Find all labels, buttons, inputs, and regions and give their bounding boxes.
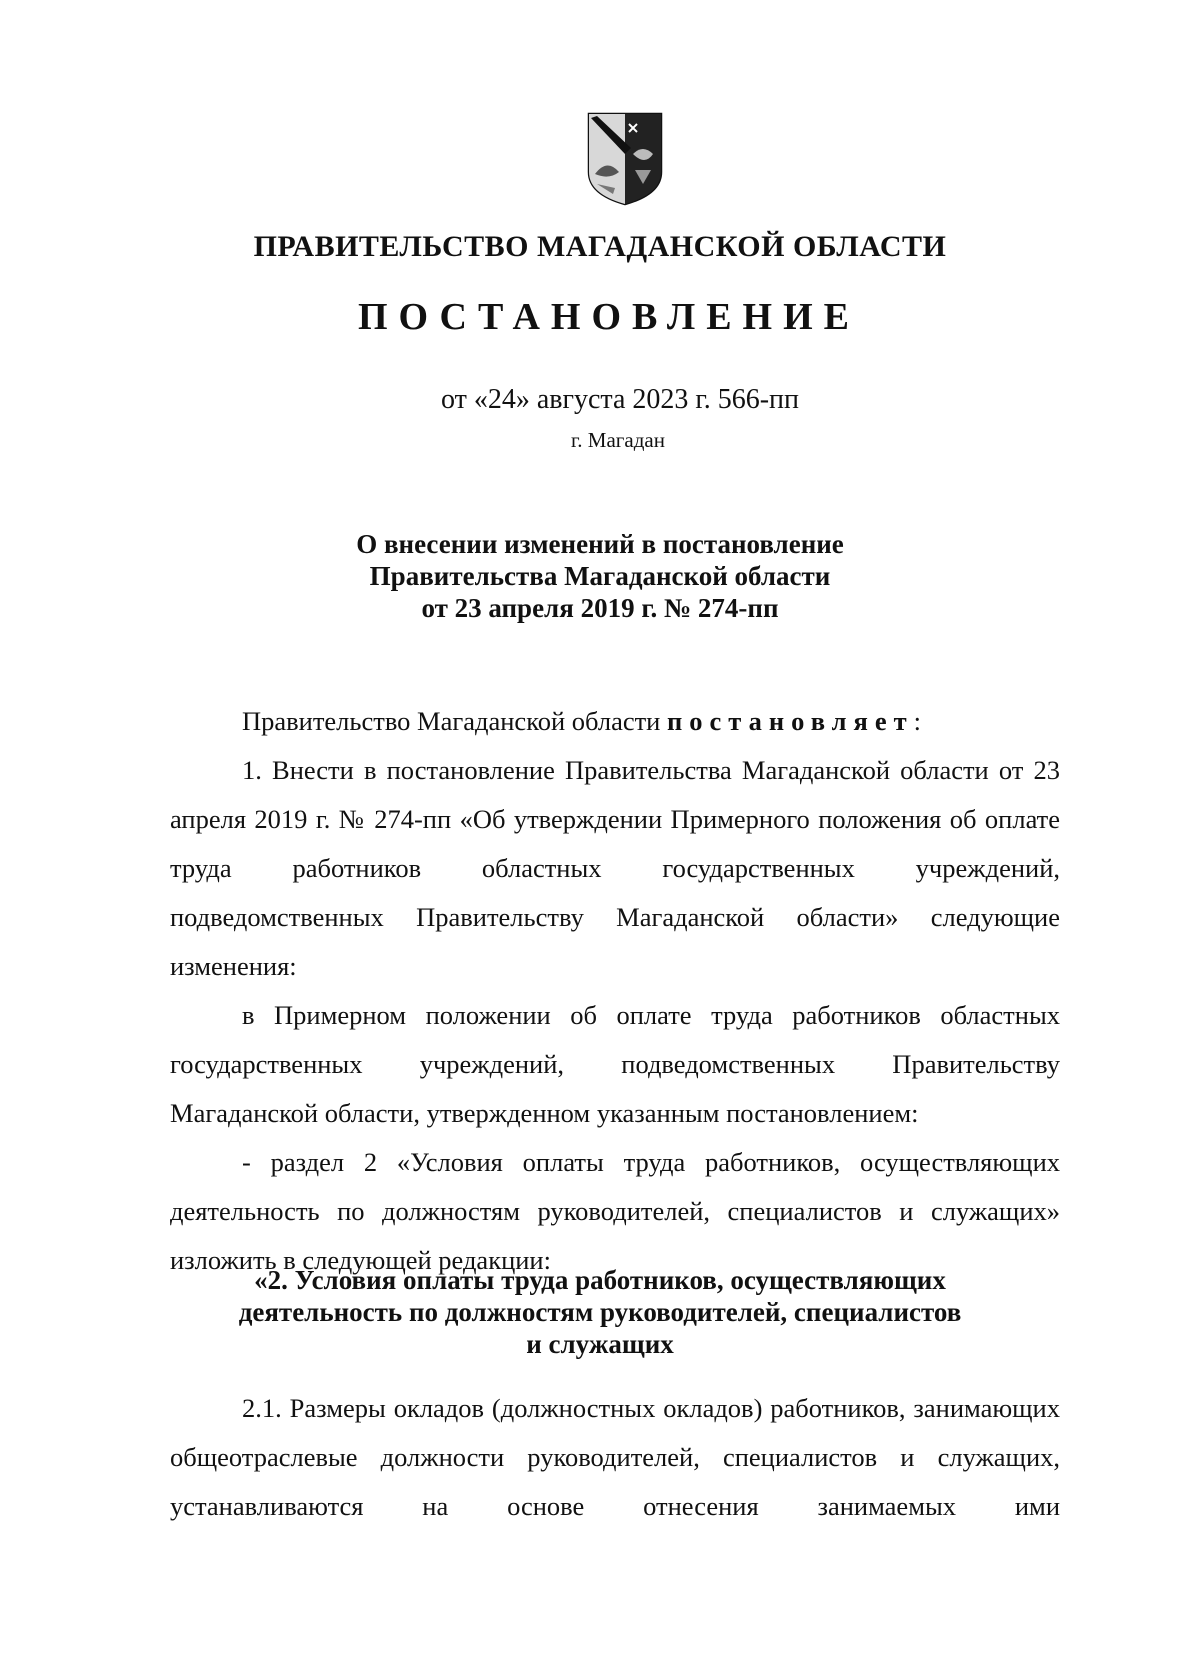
paragraph-2: в Примерном положении об оплате труда работников областных государственных учреждений, подведомственных Правительству Магаданской области, утвержденном указанным постановлением: bbox=[170, 1000, 1060, 1128]
section-heading-line: деятельность по должностям руководителей, специалистов bbox=[238, 1297, 962, 1327]
document-type: ПОСТАНОВЛЕНИЕ bbox=[357, 296, 861, 338]
preamble bbox=[170, 697, 1060, 746]
paragraph-2-1: 2.1. Размеры окладов (должностных окладов) работников, занимающих общеотраслевые должности руководителей, специалистов и служащих, устанавливаются на основе отнесения занимаемых ими bbox=[170, 1393, 1060, 1521]
preamble-text: Правительство Магаданской области bbox=[242, 706, 667, 736]
subject-line: Правительства Магаданской области bbox=[369, 561, 831, 591]
subject-line: от 23 апреля 2019 г. № 274-пп bbox=[421, 593, 779, 623]
government-title: ПРАВИТЕЛЬСТВО МАГАДАНСКОЙ ОБЛАСТИ bbox=[253, 230, 947, 263]
document-city: г. Магадан bbox=[571, 428, 665, 452]
preamble-verb: постановляет bbox=[666, 706, 914, 736]
section-body bbox=[170, 1384, 1060, 1531]
paragraph-1: 1. Внести в постановление Правительства Магаданской области от 23 апреля 2019 г. № 274-пп «Об утверждении Примерного положения об оплате труда работников областных государственных учреждений, подведомственных Правительству Магаданской области» следующие изменения: bbox=[170, 755, 1060, 981]
section-heading-line: и служащих bbox=[526, 1329, 674, 1359]
document-dateline: от «24» августа 2023 г. 566-пп bbox=[440, 384, 800, 415]
section-heading bbox=[0, 1264, 1200, 1360]
document-subject bbox=[0, 528, 1200, 624]
section-heading-line: «2. Условия оплаты труда работников, осуществляющих bbox=[254, 1265, 946, 1295]
document-body bbox=[170, 697, 1060, 1285]
paragraph-3: - раздел 2 «Условия оплаты труда работников, осуществляющих деятельность по должностям руководителей, специалистов и служащих» изложить в следующей редакции: bbox=[170, 1147, 1060, 1275]
preamble-colon: : bbox=[913, 706, 922, 736]
subject-line: О внесении изменений в постановление bbox=[356, 529, 844, 559]
coat-of-arms-icon bbox=[585, 110, 665, 206]
